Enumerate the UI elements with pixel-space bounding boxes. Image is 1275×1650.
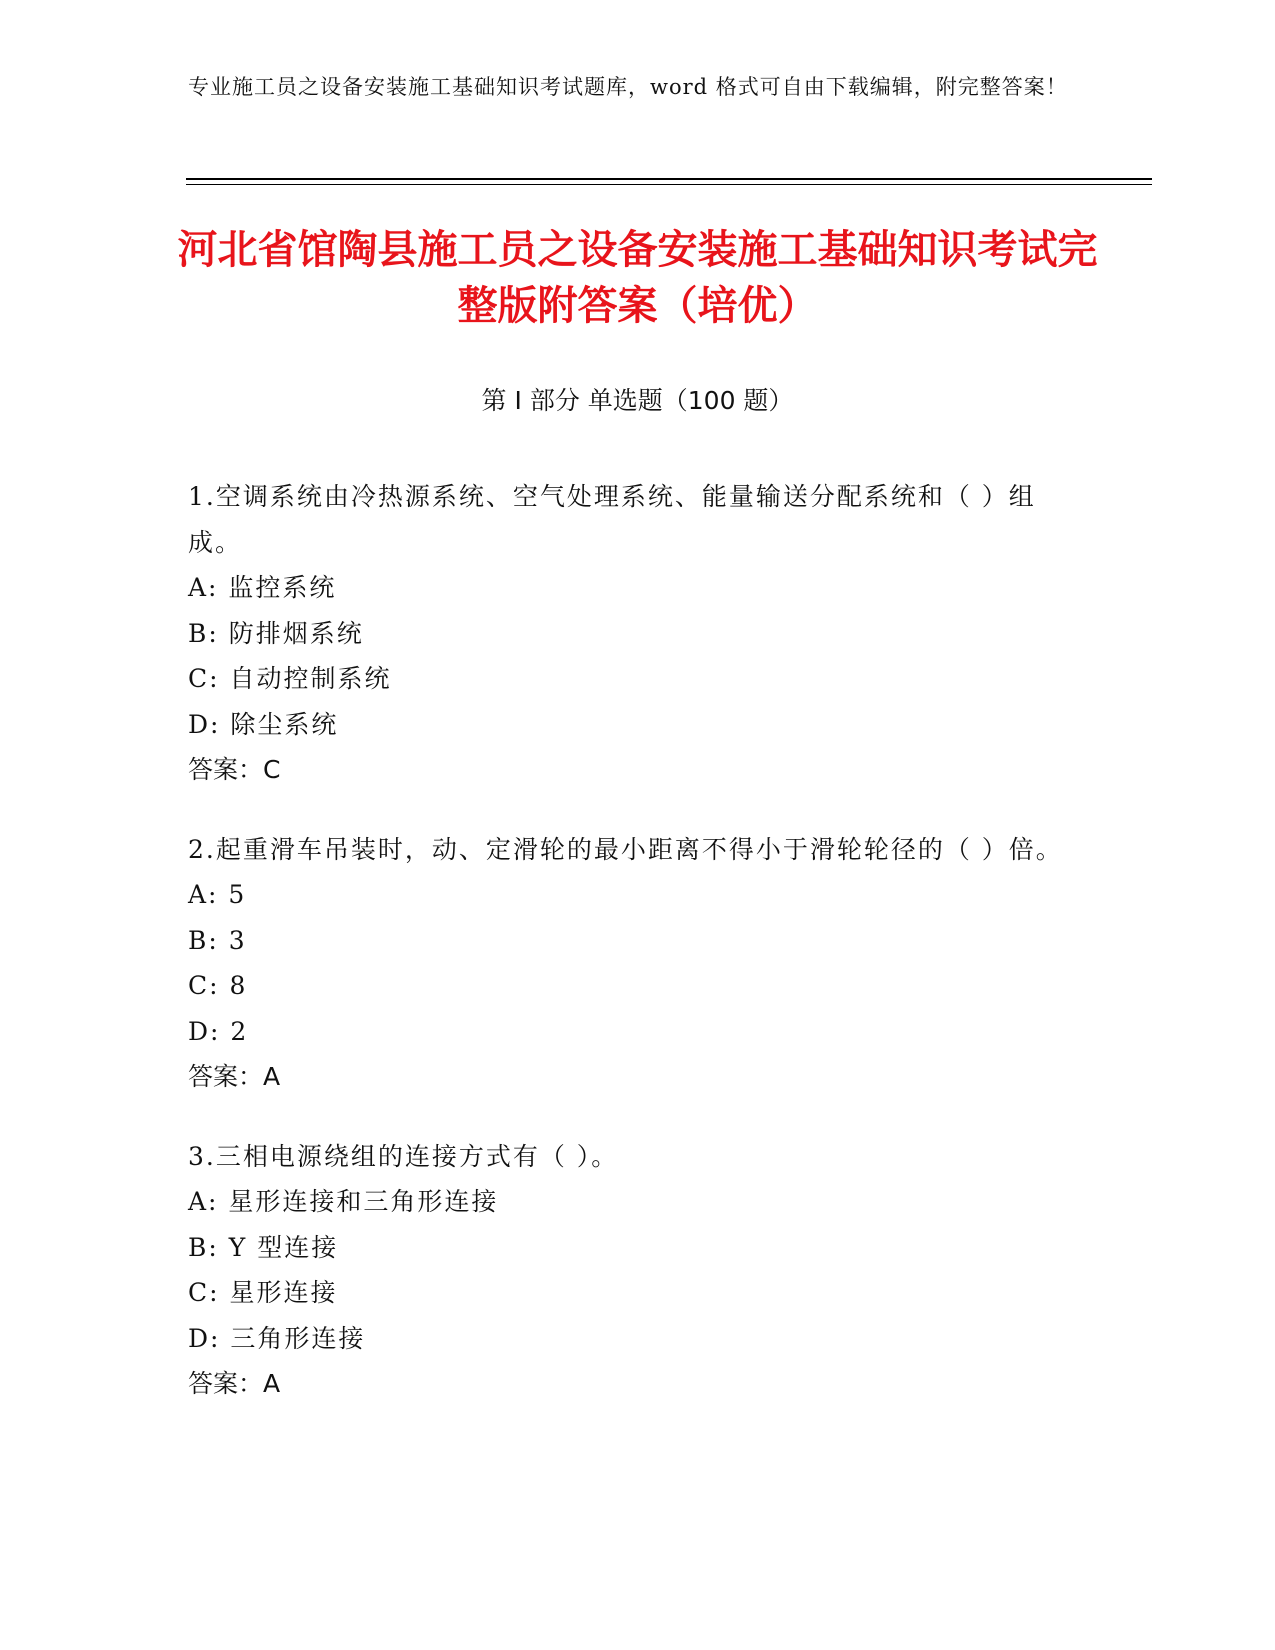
option-c: C: 8 — [188, 971, 248, 1000]
option-d: D: 2 — [188, 1016, 249, 1046]
option-c: C: 星形连接 — [188, 1278, 338, 1307]
question-3 — [188, 1134, 1068, 1407]
answer: 答案：A — [188, 1062, 281, 1091]
option-d: D: 三角形连接 — [188, 1323, 366, 1353]
option-b: B: 防排烟系统 — [188, 618, 364, 648]
question-list — [188, 474, 1068, 1441]
question-text: 3.三相电源绕组的连接方式有（ ）。 — [188, 1141, 619, 1171]
answer: 答案：C — [188, 755, 281, 784]
option-a: A: 监控系统 — [188, 573, 337, 602]
question-text: 1.空调系统由冷热源系统、空气处理系统、能量输送分配系统和（ ）组成。 — [188, 482, 1036, 557]
answer: 答案：A — [188, 1369, 281, 1398]
header-rule-thin — [186, 184, 1152, 185]
option-a: A: 星形连接和三角形连接 — [188, 1187, 499, 1216]
header-note: 专业施工员之设备安装施工基础知识考试题库，word 格式可自由下载编辑，附完整答案！ — [188, 75, 1068, 99]
document-title: 河北省馆陶县施工员之设备安装施工基础知识考试完整版附答案（培优） — [177, 227, 1098, 329]
option-b: B: 3 — [188, 925, 247, 955]
header-rule-thick — [186, 178, 1152, 180]
section-heading: 第 I 部分 单选题（100 题） — [481, 386, 794, 415]
option-a: A: 5 — [188, 880, 247, 909]
option-b: B: Y 型连接 — [188, 1232, 339, 1262]
question-text: 2.起重滑车吊装时，动、定滑轮的最小距离不得小于滑轮轮径的（ ）倍。 — [188, 834, 1063, 864]
question-2 — [188, 827, 1068, 1100]
question-1 — [188, 474, 1068, 793]
option-d: D: 除尘系统 — [188, 709, 339, 739]
option-c: C: 自动控制系统 — [188, 664, 392, 693]
